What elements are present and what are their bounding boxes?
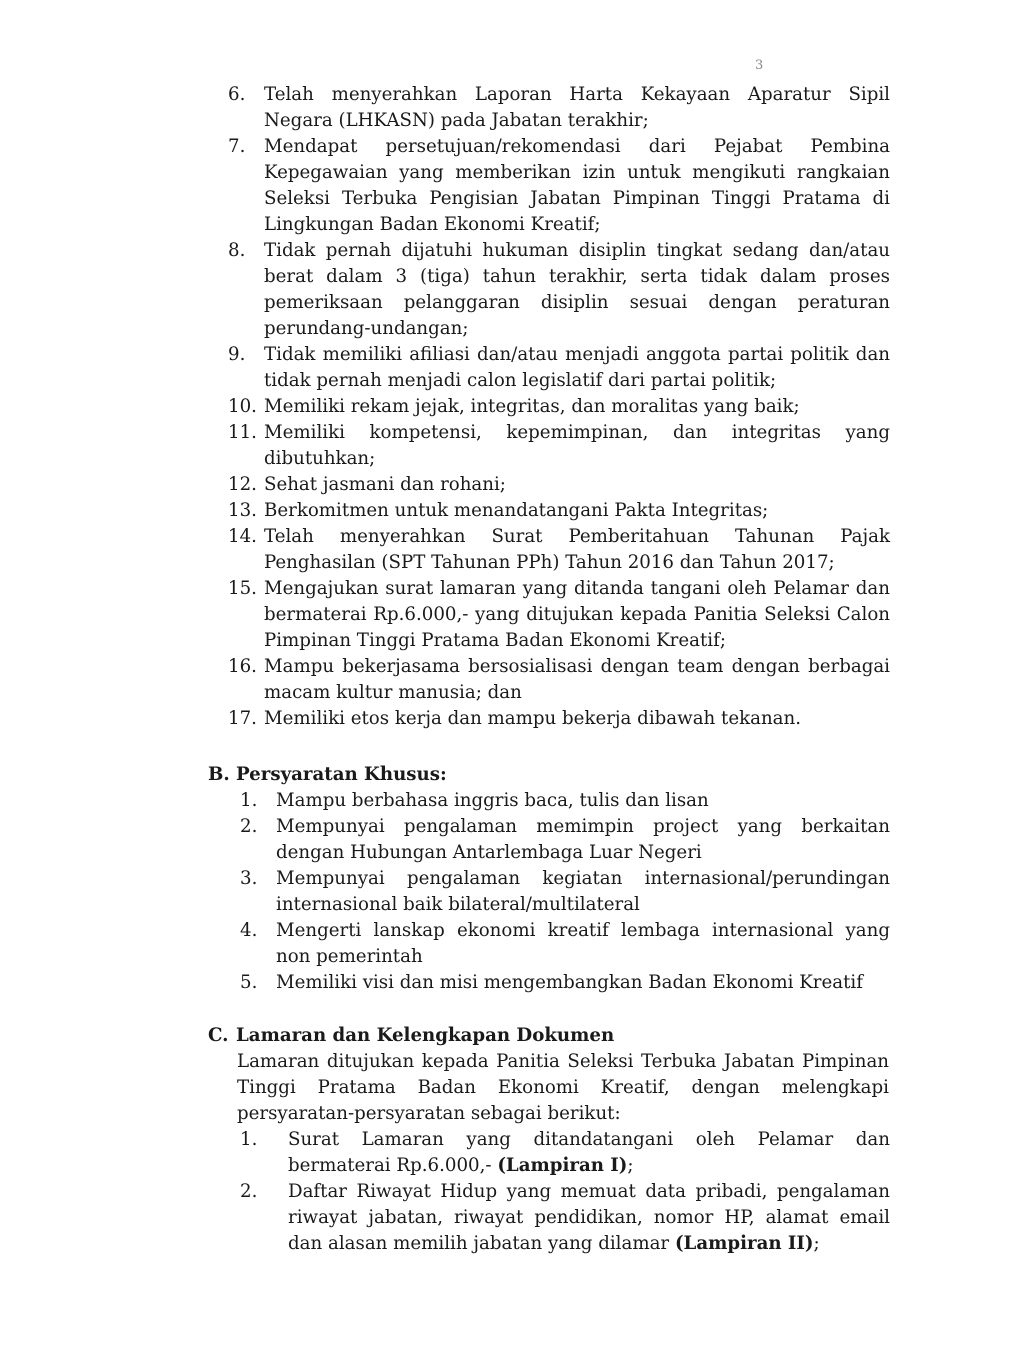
- section-b-heading: [208, 762, 447, 788]
- item-text: Daftar Riwayat Hidup yang memuat data pribadi, pengalaman riwayat jabatan, riwayat pendidikan, nomor HP, alamat email dan alasan memilih jabatan yang dilamar: [288, 1181, 890, 1254]
- item-number: 7.: [228, 136, 246, 157]
- list-item: [228, 524, 890, 576]
- list-item: [240, 788, 890, 814]
- item-text: Mempunyai pengalaman memimpin project yang berkaitan dengan Hubungan Antarlembaga Luar Negeri: [276, 816, 890, 863]
- list-item: [228, 134, 890, 238]
- list-item: [228, 576, 890, 654]
- item-text: Sehat jasmani dan rohani;: [264, 474, 506, 495]
- item-text: Mengerti lanskap ekonomi kreatif lembaga internasional yang non pemerintah: [276, 920, 890, 967]
- item-text: Memiliki visi dan misi mengembangkan Badan Ekonomi Kreatif: [276, 972, 863, 993]
- item-number: 11.: [228, 422, 257, 443]
- attachment-label: (Lampiran I): [497, 1155, 628, 1176]
- attachment-label: (Lampiran II): [674, 1233, 814, 1254]
- item-text-wrap: [288, 1127, 890, 1179]
- item-text-wrap: [288, 1179, 890, 1257]
- list-item: [240, 1179, 890, 1257]
- item-text: Telah menyerahkan Surat Pemberitahuan Tahunan Pajak Penghasilan (SPT Tahunan PPh) Tahun 2016 dan Tahun 2017;: [264, 526, 890, 573]
- item-number: 12.: [228, 474, 257, 495]
- list-item: [228, 654, 890, 706]
- list-item: [240, 814, 890, 866]
- list-item: [228, 342, 890, 394]
- item-number: 9.: [228, 344, 246, 365]
- list-item: [228, 706, 890, 732]
- item-text: Telah menyerahkan Laporan Harta Kekayaan Aparatur Sipil Negara (LHKASN) pada Jabatan terakhir;: [264, 84, 890, 131]
- item-text: Memiliki etos kerja dan mampu bekerja dibawah tekanan.: [264, 708, 802, 729]
- item-number: 1.: [240, 1129, 258, 1150]
- list-item: [240, 1127, 890, 1179]
- item-text: Memiliki kompetensi, kepemimpinan, dan integritas yang dibutuhkan;: [264, 422, 890, 469]
- section-letter: C.: [208, 1025, 229, 1046]
- item-tail: ;: [813, 1233, 820, 1254]
- list-item: [240, 918, 890, 970]
- item-text: Mendapat persetujuan/rekomendasi dari Pejabat Pembina Kepegawaian yang memberikan izin untuk mengikuti rangkaian Seleksi Terbuka Pengisian Jabatan Pimpinan Tinggi Pratama di Lingkungan Badan Ekonomi Kreatif;: [264, 136, 890, 235]
- page-number-mark: 3: [755, 58, 764, 73]
- item-number: 6.: [228, 84, 246, 105]
- item-text: Mengajukan surat lamaran yang ditanda tangani oleh Pelamar dan bermaterai Rp.6.000,- yang ditujukan kepada Panitia Seleksi Calon Pimpinan Tinggi Pratama Badan Ekonomi Kreatif;: [264, 578, 890, 651]
- list-item: [228, 82, 890, 134]
- item-text: Mampu berbahasa inggris baca, tulis dan lisan: [276, 790, 709, 811]
- item-number: 15.: [228, 578, 257, 599]
- item-number: 14.: [228, 526, 257, 547]
- item-text: Mempunyai pengalaman kegiatan internasional/perundingan internasional baik bilateral/multilateral: [276, 868, 890, 915]
- list-item: [228, 238, 890, 342]
- item-number: 13.: [228, 500, 257, 521]
- list-item: [228, 472, 890, 498]
- documents-list: [240, 1127, 890, 1257]
- item-number: 17.: [228, 708, 257, 729]
- general-requirements-list: [228, 82, 890, 732]
- item-number: 5.: [240, 972, 258, 993]
- list-item: [240, 970, 890, 996]
- item-text: Memiliki rekam jejak, integritas, dan moralitas yang baik;: [264, 396, 800, 417]
- section-c-heading: [208, 1023, 614, 1049]
- special-requirements-list: [240, 788, 890, 996]
- item-text: Mampu bekerjasama bersosialisasi dengan team dengan berbagai macam kultur manusia; dan: [264, 656, 890, 703]
- section-c-intro: Lamaran ditujukan kepada Panitia Seleksi Terbuka Jabatan Pimpinan Tinggi Pratama Badan Ekonomi Kreatif, dengan melengkapi persyaratan-persyaratan sebagai berikut:: [237, 1051, 889, 1124]
- item-number: 16.: [228, 656, 257, 677]
- list-item: [228, 420, 890, 472]
- item-number: 3.: [240, 868, 258, 889]
- item-number: 4.: [240, 920, 258, 941]
- item-text: Surat Lamaran yang ditandatangani oleh Pelamar dan bermaterai Rp.6.000,-: [288, 1129, 890, 1176]
- item-number: 2.: [240, 816, 258, 837]
- item-text: Tidak memiliki afiliasi dan/atau menjadi anggota partai politik dan tidak pernah menjadi calon legislatif dari partai politik;: [264, 344, 890, 391]
- item-number: 2.: [240, 1181, 258, 1202]
- section-letter: B.: [208, 764, 230, 785]
- item-number: 1.: [240, 790, 258, 811]
- list-item: [228, 498, 890, 524]
- item-number: 8.: [228, 240, 246, 261]
- list-item: [228, 394, 890, 420]
- list-item: [240, 866, 890, 918]
- item-text: Berkomitmen untuk menandatangani Pakta Integritas;: [264, 500, 769, 521]
- item-number: 10.: [228, 396, 257, 417]
- section-title: Persyaratan Khusus:: [236, 764, 447, 785]
- item-tail: ;: [627, 1155, 634, 1176]
- item-text: Tidak pernah dijatuhi hukuman disiplin tingkat sedang dan/atau berat dalam 3 (tiga) tahun terakhir, serta tidak dalam proses pemeriksaan pelanggaran disiplin sesuai dengan peraturan perundang-undangan;: [264, 240, 890, 339]
- section-title: Lamaran dan Kelengkapan Dokumen: [236, 1025, 615, 1046]
